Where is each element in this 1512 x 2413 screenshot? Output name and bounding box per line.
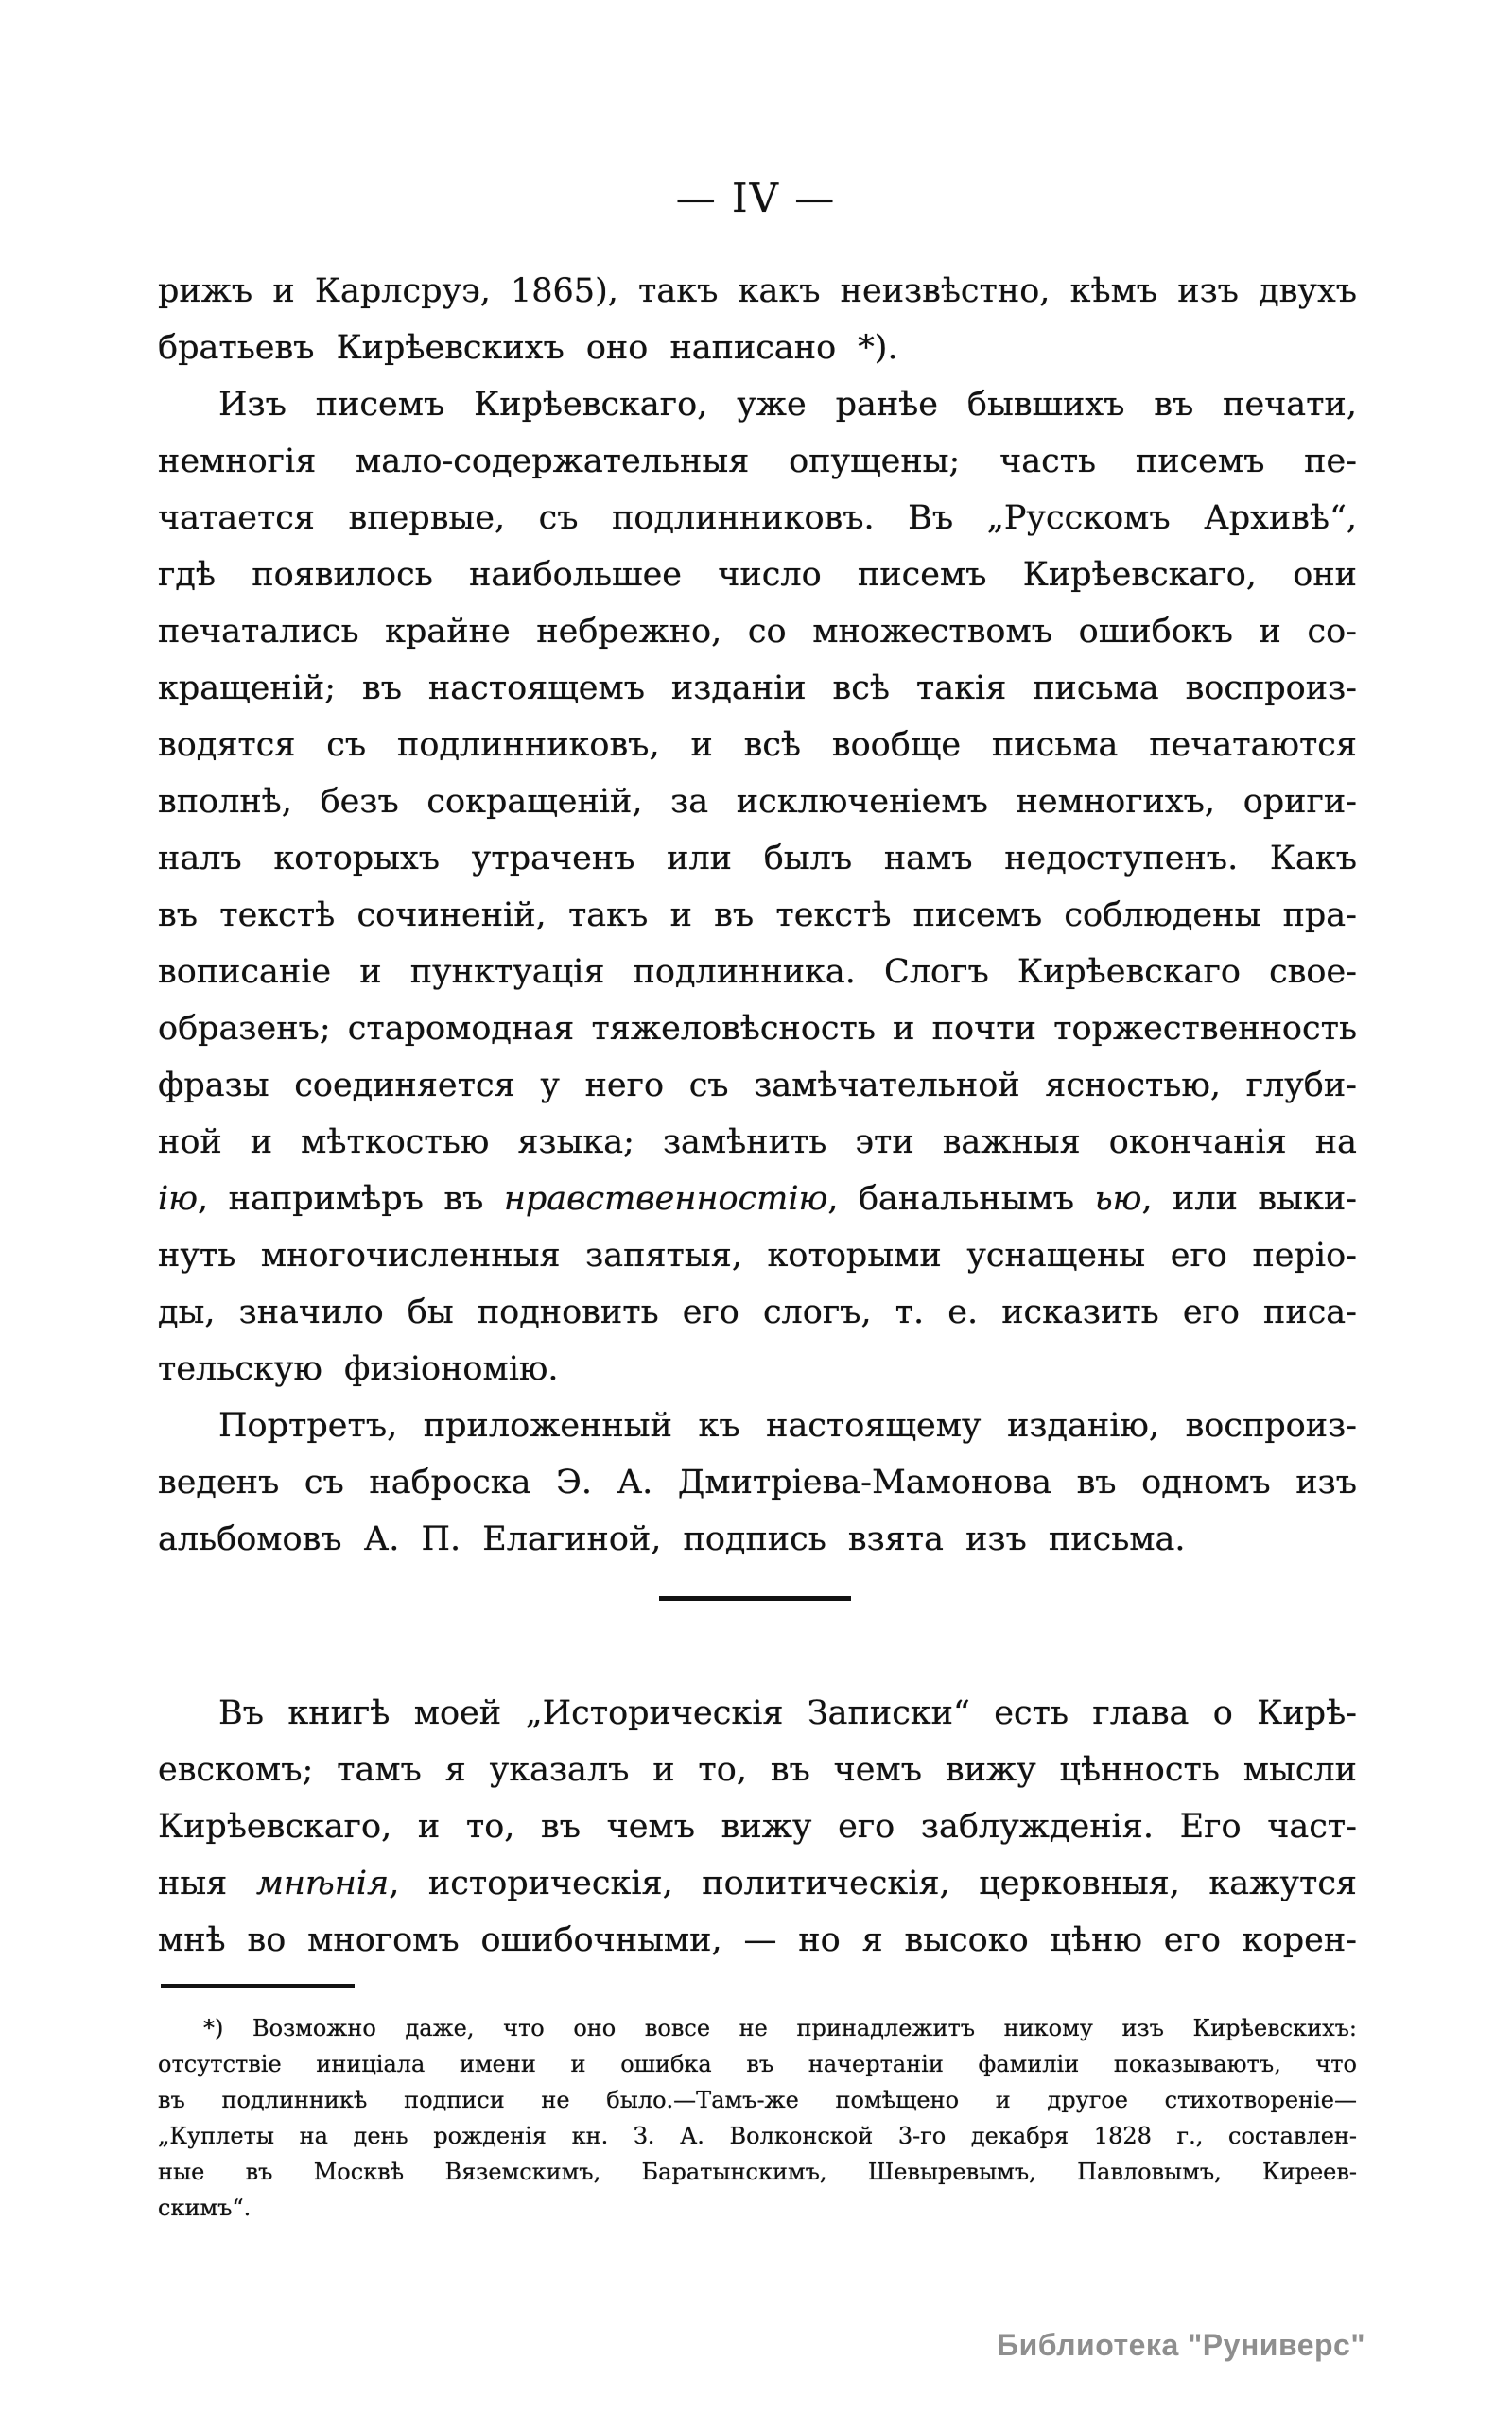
text-run: вописаніе и пунктуація подлинника. Слогъ Кирѣевскаго свое-: [158, 953, 1357, 991]
intro-section-line: [158, 1057, 1357, 1114]
text-run: *) Возможно даже, что оно вовсе не принадлежитъ никому изъ Кирѣевскихъ:: [203, 2015, 1357, 2041]
text-run: Изъ писемъ Кирѣевскаго, уже ранѣе бывшихъ въ печати,: [218, 386, 1357, 424]
intro-section-line: [158, 1397, 1357, 1454]
intro-section-line: [158, 433, 1357, 490]
page-number-header: — IV —: [675, 175, 837, 221]
second-section-line: [158, 1798, 1357, 1855]
intro-section-line: [158, 830, 1357, 887]
italic-term: ію: [158, 1180, 199, 1218]
text-run: водятся съ подлинниковъ, и всѣ вообще письма печатаются: [158, 726, 1357, 764]
text-run: Въ книгѣ моей „Историческія Записки“ есть глава о Кирѣ-: [218, 1694, 1357, 1732]
intro-section-line: [158, 1227, 1357, 1284]
text-run: отсутствіе иниціала имени и ошибка въ начертаніи фамиліи показываютъ, что: [158, 2051, 1357, 2077]
text-run: „Куплеты на день рожденія кн. З. А. Волконской 3-го декабря 1828 г., составлен-: [158, 2123, 1357, 2149]
intro-section-line: [158, 1511, 1357, 1568]
second-section-line: [158, 1912, 1357, 1969]
footnote-block: [158, 2010, 1357, 2226]
text-run: въ подлинникѣ подписи не было.—Тамъ-же помѣщено и другое стихотвореніе—: [158, 2087, 1357, 2113]
footnote-line: [158, 2154, 1357, 2190]
intro-section-line: [158, 263, 1357, 320]
text-run: фразы соединяется у него съ замѣчательной ясностью, глуби-: [158, 1067, 1357, 1104]
text-run: , напримѣръ въ: [198, 1180, 504, 1218]
text-run: налъ которыхъ утраченъ или былъ намъ недоступенъ. Какъ: [158, 840, 1357, 877]
italic-term: нравственностію: [503, 1180, 828, 1218]
text-run: ной и мѣткостью языка; замѣнить эти важныя окончанія на: [158, 1123, 1357, 1161]
intro-section-line: [158, 944, 1357, 1000]
text-run: братьевъ Кирѣевскихъ оно написано *).: [158, 329, 898, 367]
intro-section: [158, 263, 1357, 1568]
text-run: кращеній; въ настоящемъ изданіи всѣ такія письма воспроиз-: [158, 669, 1357, 707]
text-run: гдѣ появилось наибольшее число писемъ Кирѣевскаго, они: [158, 556, 1357, 594]
intro-section-line: [158, 603, 1357, 660]
section-divider-rule: [659, 1596, 851, 1601]
text-run: веденъ съ наброска Э. А. Дмитріева-Мамонова въ одномъ изъ: [158, 1464, 1357, 1502]
text-run: мнѣ во многомъ ошибочными, — но я высоко цѣню его корен-: [158, 1921, 1357, 1959]
intro-section-line: [158, 717, 1357, 773]
text-run: , историческія, политическія, церковныя, кажутся: [389, 1865, 1358, 1902]
intro-section-line: [158, 1171, 1357, 1227]
intro-section-line: [158, 1284, 1357, 1341]
text-run: тельскую физіономію.: [158, 1350, 559, 1388]
library-watermark: Библиотека "Руниверс": [997, 2328, 1365, 2362]
text-run: ные въ Москвѣ Вяземскимъ, Баратынскимъ, Шевыревымъ, Павловымъ, Киреев-: [158, 2159, 1357, 2185]
intro-section-line: [158, 1454, 1357, 1511]
second-section-line: [158, 1855, 1357, 1912]
text-run: , банальнымъ: [827, 1180, 1095, 1218]
intro-section-line: [158, 376, 1357, 433]
italic-term: мнѣнія: [255, 1865, 390, 1902]
text-run: альбомовъ А. П. Елагиной, подпись взята изъ письма.: [158, 1520, 1186, 1558]
text-run: нуть многочисленныя запятыя, которыми уснащены его періо-: [158, 1237, 1357, 1275]
second-section: [158, 1685, 1357, 1969]
text-run: скимъ“.: [158, 2195, 252, 2221]
intro-section-line: [158, 660, 1357, 717]
text-run: Портретъ, приложенный къ настоящему изданію, воспроиз-: [218, 1407, 1357, 1445]
intro-section-line: [158, 1000, 1357, 1057]
text-run: въ текстѣ сочиненій, такъ и въ текстѣ писемъ соблюдены пра-: [158, 896, 1357, 934]
intro-section-line: [158, 547, 1357, 603]
text-run: образенъ; старомодная тяжеловѣсность и почти торжественность: [158, 1010, 1357, 1048]
italic-term: ью: [1094, 1180, 1142, 1218]
intro-section-line: [158, 887, 1357, 944]
footnote-line: [158, 2010, 1357, 2046]
footnote-divider-rule: [161, 1984, 355, 1988]
intro-section-line: [158, 773, 1357, 830]
text-run: немногія мало-содержательныя опущены; часть писемъ пе-: [158, 443, 1357, 480]
intro-section-line: [158, 1341, 1357, 1397]
second-section-line: [158, 1742, 1357, 1798]
text-run: ды, значило бы подновить его слогъ, т. е. исказить его писа-: [158, 1293, 1357, 1331]
intro-section-line: [158, 490, 1357, 547]
footnote-line: [158, 2190, 1357, 2226]
intro-section-line: [158, 1114, 1357, 1171]
footnote-line: [158, 2118, 1357, 2154]
text-run: , или выки-: [1141, 1180, 1357, 1218]
text-run: чатается впервые, съ подлинниковъ. Въ „Русскомъ Архивѣ“,: [158, 499, 1357, 537]
text-run: евскомъ; тамъ я указалъ и то, въ чемъ вижу цѣнность мысли: [158, 1751, 1357, 1789]
footnote-line: [158, 2082, 1357, 2118]
second-section-line: [158, 1685, 1357, 1742]
text-run: вполнѣ, безъ сокращеній, за исключеніемъ немногихъ, ориги-: [158, 783, 1357, 821]
footnote-line: [158, 2046, 1357, 2082]
text-run: рижъ и Карлсруэ, 1865), такъ какъ неизвѣстно, кѣмъ изъ двухъ: [158, 272, 1357, 310]
text-run: ныя: [158, 1865, 256, 1902]
text-run: печатались крайне небрежно, со множествомъ ошибокъ и со-: [158, 613, 1357, 651]
intro-section-line: [158, 320, 1357, 376]
text-run: Кирѣевскаго, и то, въ чемъ вижу его заблужденія. Его част-: [158, 1808, 1357, 1846]
